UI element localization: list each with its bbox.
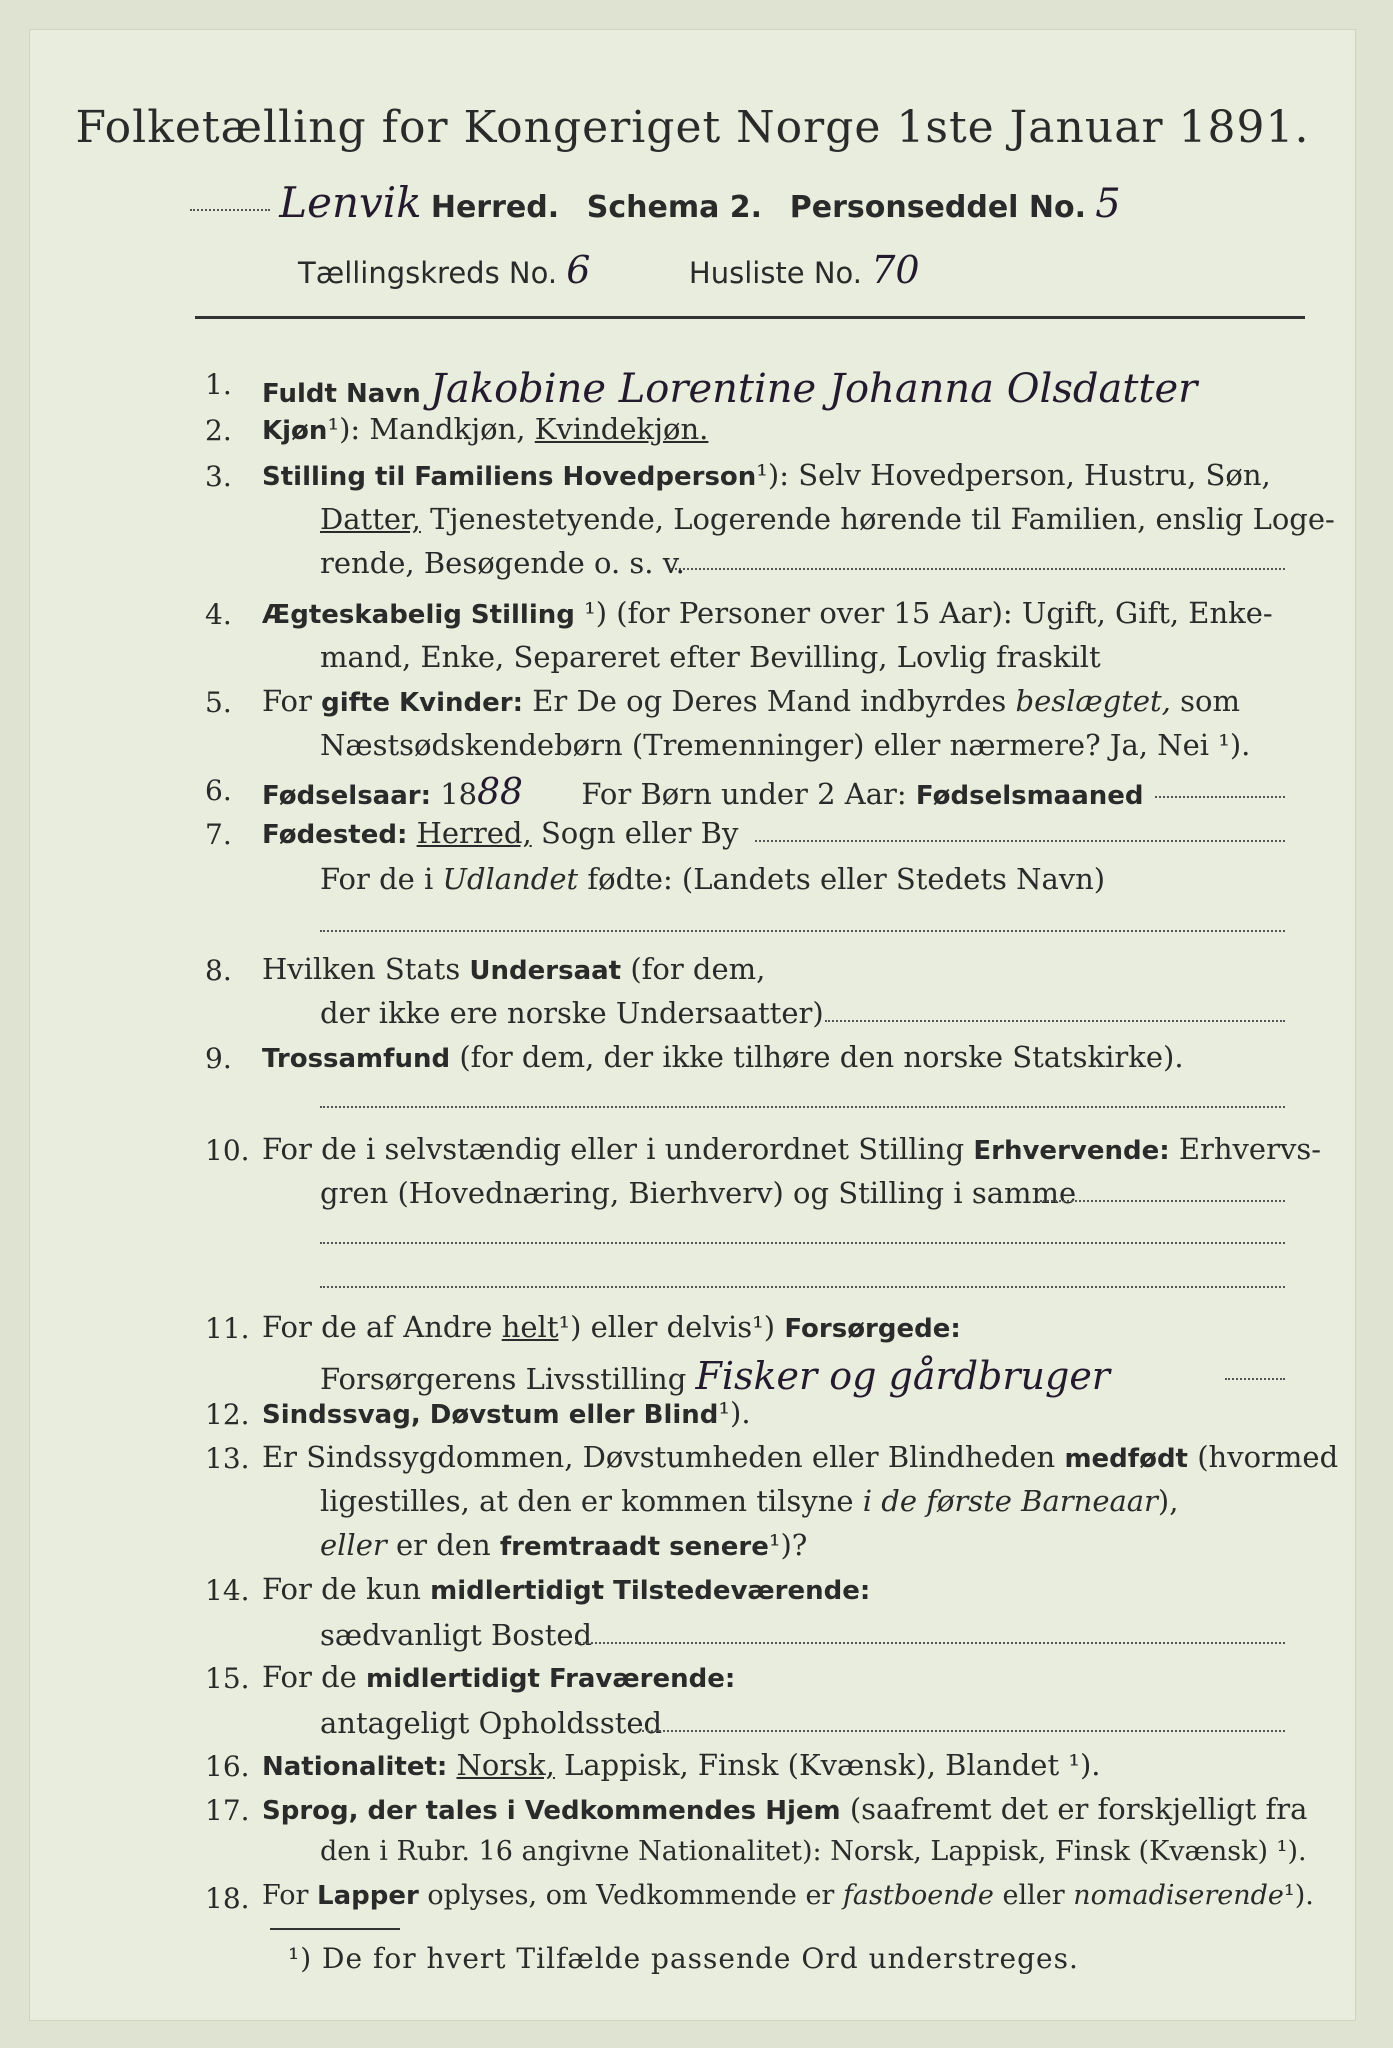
q3-text1: Selv Hovedperson, Hustru, Søn, bbox=[798, 458, 1271, 492]
q9-number: 9. bbox=[205, 1042, 232, 1075]
q16-row bbox=[262, 1748, 1101, 1782]
kreds-value: 6 bbox=[566, 248, 591, 292]
q10-text2: gren (Hovednæring, Bierhverv) og Stilling i samme bbox=[320, 1176, 1077, 1210]
q13-number: 13. bbox=[205, 1442, 250, 1475]
q10-text1b: Erhvervs- bbox=[1178, 1132, 1322, 1166]
q11-label: Forsørgede: bbox=[784, 1314, 961, 1344]
q11-fill-line bbox=[1225, 1378, 1285, 1380]
q6-number: 6. bbox=[205, 774, 232, 807]
q7-fill-line2 bbox=[320, 930, 1285, 932]
q18-text1-italic2: nomadiserende bbox=[1073, 1880, 1284, 1911]
q17-row1 bbox=[262, 1792, 1307, 1826]
q8-label: Undersaat bbox=[469, 956, 622, 986]
q7-label: Fødested: bbox=[262, 820, 408, 850]
q1-label: Fuldt Navn bbox=[262, 379, 421, 409]
q14-text2: sædvanligt Bosted bbox=[320, 1618, 593, 1652]
q13-row1 bbox=[262, 1440, 1338, 1474]
q15-pre: For de bbox=[262, 1660, 357, 1694]
q7-text2-italic: Udlandet bbox=[442, 862, 579, 896]
q3-fill-line bbox=[670, 568, 1285, 570]
q12-label: Sindssvag, Døvstum eller Blind bbox=[262, 1400, 719, 1430]
q13-row3 bbox=[320, 1528, 807, 1562]
mandkjon-option: Mandkjøn, bbox=[369, 412, 526, 446]
q10-text1a: For de i selvstændig eller i underordnet Stilling bbox=[262, 1132, 965, 1166]
delvis-option: delvis bbox=[666, 1310, 753, 1344]
q16-number: 16. bbox=[205, 1750, 250, 1783]
q13-label: medfødt bbox=[1064, 1444, 1188, 1474]
q10-fill-line bbox=[1040, 1200, 1285, 1202]
q13-text2a: ligestilles, at den er kommen tilsyne bbox=[320, 1484, 854, 1518]
q5-text1-italic: beslægtet, bbox=[1015, 684, 1171, 718]
q13-text1a: Er Sindssygdommen, Døvstumheden eller Blindheden bbox=[262, 1440, 1056, 1474]
q15-number: 15. bbox=[205, 1662, 250, 1695]
q17-number: 17. bbox=[205, 1794, 250, 1827]
q4-text1: ¹) (for Personer over 15 Aar): Ugift, Gift, Enke- bbox=[584, 596, 1273, 630]
q18-text1a: oplyses, om Vedkommende er bbox=[427, 1880, 835, 1911]
q13-text2b: ), bbox=[1157, 1484, 1179, 1518]
q6-label2: Fødselsmaaned bbox=[915, 781, 1144, 811]
q13-text3b: ¹)? bbox=[768, 1528, 808, 1562]
q16-label: Nationalitet: bbox=[262, 1752, 448, 1782]
q2-row bbox=[262, 412, 708, 446]
q18-text1c: ¹). bbox=[1283, 1880, 1314, 1911]
q17-text1: (saafremt det er forskjelligt fra bbox=[849, 1792, 1308, 1826]
kvindekjon-option: Kvindekjøn. bbox=[534, 412, 709, 446]
q5-label: gifte Kvinder: bbox=[321, 688, 524, 718]
herred-option: Herred, bbox=[416, 816, 532, 850]
helt-option: helt bbox=[501, 1310, 559, 1344]
q5-row2 bbox=[320, 728, 1250, 762]
q6-row bbox=[262, 772, 1144, 813]
q2-label: Kjøn bbox=[262, 416, 328, 446]
footnote-rule bbox=[270, 1928, 400, 1930]
kreds-line bbox=[298, 248, 920, 292]
q17-label: Sprog, der tales i Vedkommendes Hjem bbox=[262, 1796, 841, 1826]
q18-pre: For bbox=[262, 1880, 309, 1911]
q7-number: 7. bbox=[205, 818, 232, 851]
q11-number: 11. bbox=[205, 1312, 250, 1345]
norsk-option: Norsk, bbox=[456, 1748, 555, 1782]
footnote: ¹) De for hvert Tilfælde passende Ord understreges. bbox=[288, 1942, 1079, 1975]
husliste-value: 70 bbox=[871, 248, 920, 292]
q3-number: 3. bbox=[205, 460, 232, 493]
q8-text2: der ikke ere norske Undersaatter) bbox=[320, 996, 824, 1030]
q8-row1 bbox=[262, 952, 765, 986]
q18-text1b: eller bbox=[1002, 1880, 1065, 1911]
q18-text1-italic: fastboende bbox=[842, 1880, 994, 1911]
q15-row1 bbox=[262, 1660, 735, 1694]
q14-label: midlertidigt Tilstedeværende: bbox=[430, 1576, 871, 1606]
q7-text1: Sogn eller By bbox=[540, 816, 739, 850]
q10-row2 bbox=[320, 1176, 1076, 1210]
q2-number: 2. bbox=[205, 414, 232, 447]
q7-text2b: fødte: (Landets eller Stedets Navn) bbox=[587, 862, 1106, 896]
schema-label: Schema 2. bbox=[586, 190, 763, 225]
q1-number: 1. bbox=[205, 368, 232, 401]
q11-text1c: ¹) bbox=[752, 1310, 776, 1344]
q8-text1b: (for dem, bbox=[630, 952, 766, 986]
q4-number: 4. bbox=[205, 598, 232, 631]
q7-fill-line bbox=[755, 840, 1285, 842]
q9-label: Trossamfund bbox=[262, 1044, 451, 1074]
personseddel-value: 5 bbox=[1095, 181, 1121, 227]
q3-row3 bbox=[320, 546, 685, 580]
q12-row bbox=[262, 1396, 751, 1430]
q7-text2a: For de i bbox=[320, 862, 434, 896]
q9-fill-line bbox=[320, 1106, 1285, 1108]
herred-line bbox=[190, 178, 1121, 227]
q14-row1 bbox=[262, 1572, 870, 1606]
header-rule bbox=[195, 316, 1305, 319]
q11-text2: Forsørgerens Livsstilling bbox=[320, 1362, 687, 1396]
q15-label: midlertidigt Fraværende: bbox=[366, 1664, 736, 1694]
q12-text1: ¹). bbox=[718, 1396, 751, 1430]
q13-text2-italic: i de første Barneaar bbox=[862, 1484, 1158, 1518]
q3-row1 bbox=[262, 458, 1271, 492]
q18-label: Lapper bbox=[317, 1881, 419, 1911]
herred-value: Lenvik bbox=[279, 178, 422, 227]
q17-text2: den i Rubr. 16 angivne Nationalitet): Norsk, Lappisk, Finsk (Kvænsk) ¹). bbox=[320, 1836, 1307, 1867]
q10-label: Erhvervende: bbox=[973, 1136, 1170, 1166]
q14-number: 14. bbox=[205, 1574, 250, 1607]
q14-row2 bbox=[320, 1618, 592, 1652]
q7-row2 bbox=[320, 862, 1105, 896]
q6-mid: For Børn under 2 Aar: bbox=[581, 777, 907, 811]
q8-fill-line bbox=[825, 1020, 1285, 1022]
q8-number: 8. bbox=[205, 954, 232, 987]
q4-row2 bbox=[320, 640, 1101, 674]
q15-text2: antageligt Opholdssted bbox=[320, 1706, 663, 1740]
q13-text3a: er den bbox=[395, 1528, 491, 1562]
q9-text1: (for dem, der ikke tilhøre den norske Statskirke). bbox=[459, 1040, 1184, 1074]
q4-row1 bbox=[262, 596, 1273, 630]
q10-row1 bbox=[262, 1132, 1321, 1166]
q3-sup: ¹): bbox=[756, 458, 790, 492]
q6-fill-line bbox=[1155, 796, 1285, 798]
datter-option: Datter, bbox=[320, 502, 421, 536]
q11-row1 bbox=[262, 1310, 961, 1344]
q3-text2: Tjenestetyende, Logerende hørende til Familien, enslig Loge- bbox=[430, 502, 1335, 536]
kreds-label: Tællingskreds No. bbox=[298, 256, 558, 290]
full-name-value: Jakobine Lorentine Johanna Olsdatter bbox=[429, 366, 1198, 412]
q6-label: Fødselsaar: bbox=[262, 781, 431, 811]
q11-row2 bbox=[320, 1354, 1110, 1398]
q2-sup: ¹): bbox=[327, 412, 361, 446]
q14-pre: For de kun bbox=[262, 1572, 421, 1606]
q8-text1a: Hvilken Stats bbox=[262, 952, 461, 986]
birth-year-value: 88 bbox=[477, 772, 523, 813]
q5-text1-end: som bbox=[1180, 684, 1240, 718]
q5-number: 5. bbox=[205, 686, 232, 719]
provider-occupation-value: Fisker og gårdbruger bbox=[695, 1354, 1110, 1398]
q3-text3: rende, Besøgende o. s. v. bbox=[320, 546, 685, 580]
husliste-label: Husliste No. bbox=[688, 256, 862, 290]
q4-label: Ægteskabelig Stilling bbox=[262, 600, 575, 630]
q3-label: Stilling til Familiens Hovedperson bbox=[262, 462, 757, 492]
q13-text3-italic: eller bbox=[320, 1528, 387, 1562]
q4-text2: mand, Enke, Separeret efter Bevilling, Lovlig fraskilt bbox=[320, 640, 1101, 674]
q3-row2 bbox=[320, 502, 1335, 536]
q10-fill-line2 bbox=[320, 1242, 1285, 1244]
q15-row2 bbox=[320, 1706, 662, 1740]
q5-text2: Næstsødskendebørn (Tremenninger) eller nærmere? Ja, Nei ¹). bbox=[320, 728, 1251, 762]
q14-fill-line bbox=[575, 1642, 1285, 1644]
q13-label2: fremtraadt senere bbox=[499, 1532, 769, 1562]
q7-row1 bbox=[262, 816, 738, 850]
q5-text1: Er De og Deres Mand indbyrdes bbox=[532, 684, 1007, 718]
q5-row1 bbox=[262, 684, 1240, 718]
q10-number: 10. bbox=[205, 1134, 250, 1167]
q11-text1b: ¹) eller bbox=[558, 1310, 658, 1344]
personseddel-label: Personseddel No. bbox=[789, 190, 1087, 225]
q13-row2 bbox=[320, 1484, 1178, 1518]
q17-row2 bbox=[320, 1836, 1307, 1867]
q1-row bbox=[262, 366, 1197, 412]
q16-text: Lappisk, Finsk (Kvænsk), Blandet ¹). bbox=[564, 1748, 1101, 1782]
form-title: Folketælling for Kongeriget Norge 1ste Januar 1891. bbox=[75, 102, 1310, 153]
q18-number: 18. bbox=[205, 1882, 250, 1915]
census-form-page bbox=[30, 30, 1355, 2020]
q5-pre: For bbox=[262, 684, 312, 718]
q10-fill-line3 bbox=[320, 1286, 1285, 1288]
q12-number: 12. bbox=[205, 1398, 250, 1431]
q15-fill-line bbox=[642, 1730, 1285, 1732]
q18-row bbox=[262, 1880, 1314, 1911]
q11-text1a: For de af Andre bbox=[262, 1310, 493, 1344]
q6-year-prefix: 18 bbox=[440, 777, 478, 811]
q9-row bbox=[262, 1040, 1184, 1074]
q13-text1b: (hvormed bbox=[1197, 1440, 1339, 1474]
herred-label: Herred. bbox=[430, 190, 560, 225]
q8-row2 bbox=[320, 996, 824, 1030]
